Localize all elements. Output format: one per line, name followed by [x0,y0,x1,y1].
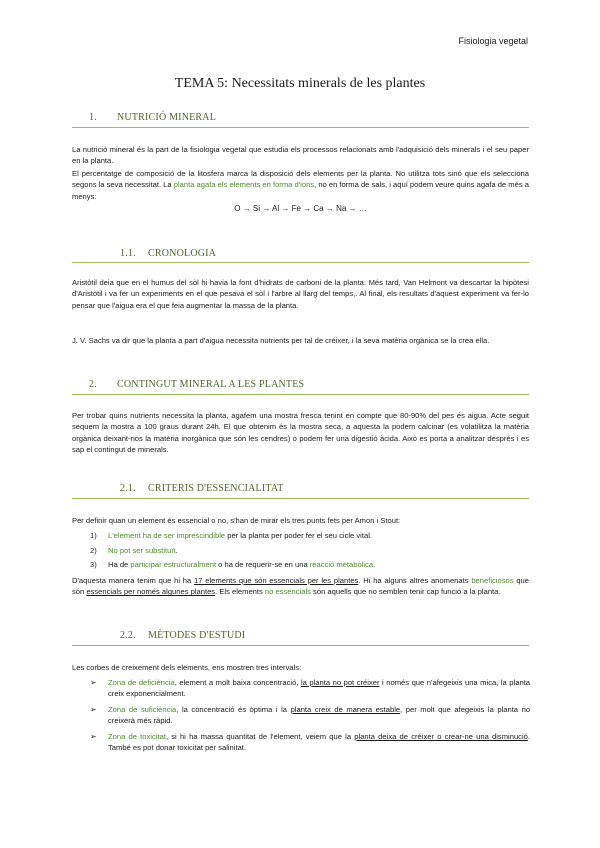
section-title: CRONOLOGIA [148,248,217,259]
highlight-text: beneficiosos [471,576,514,585]
section-title: MÈTODES D'ESTUDI [148,630,246,641]
section-title: CRITERIS D'ESSENCIALITAT [148,483,284,494]
highlight-text: Zona de toxicitat [108,732,166,741]
underlined-text: planta creix de manera estable [290,705,401,714]
section-divider [72,262,529,263]
running-header: Fisiologia vegetal [458,36,528,46]
highlight-text: No pot ser substituït [108,546,176,555]
section-number: 2.2. [120,630,136,641]
list-text [108,731,530,754]
underlined-text: essencials per només algunes plantes [86,587,216,597]
list-text [108,677,530,700]
section-title: CONTINGUT MINERAL A LES PLANTES [117,379,305,390]
paragraph-text: D'aquesta manera tenim que hi ha [72,576,195,585]
section-heading-2-1 [120,483,284,494]
paragraph-text: . Hi ha alguns altres anomenats [358,576,472,585]
highlight-text: L'element ha de ser imprescindible [108,531,226,540]
list-text-part: , per molt que afegeixis la planta no creixerà més ràpid. [108,705,531,726]
highlight-text: no essencials [264,587,311,597]
paragraph: Les corbes de creixement dels elements, ens mostren tres intervals: [72,663,302,672]
paragraph-text: El percentatge de composició de la litosfera marca la disposició dels elements per la planta. No utilitza tots sinó que els selecciona segons la seva necessitat. La [72,169,529,190]
paragraph [72,144,529,167]
section-divider [72,127,529,128]
highlight-text: Zona de suficiència [108,705,177,714]
paragraph-text: , no en forma de sals, i aquí podem veure quins agafa de més a menys: [72,180,529,201]
list-text-rest: . [175,546,178,555]
underlined-text: la planta no pot créixer [300,678,380,687]
list-text-pre: Ha de [108,560,131,569]
paragraph-text: que són [72,576,529,597]
list-text-rest: per la planta per poder fer el seu cicle vital. [225,531,373,540]
section-heading-1-1 [120,248,216,259]
section-heading-1 [89,112,216,123]
document-title: TEMA 5: Necessitats minerals de les plantes [174,76,426,91]
section-divider [72,645,529,646]
underlined-text: planta deixa de créixer o crear-ne una disminució [354,732,528,741]
list-marker: 1) [90,531,97,540]
paragraph-text: són aquells que no semblen tenir cap funció a la planta. [310,587,501,597]
list-text [108,559,530,570]
highlight-text: planta agafa els elements en forma d'ions [173,180,315,190]
section-number: 2. [89,379,97,390]
list-text-part: , element a molt baixa concentració, [174,678,301,687]
list-marker: 2) [90,546,97,555]
paragraph: Per trobar quins nutrients necessita la planta, agafem una mostra fresca tenint en compte que 80-90% del pes és aigua. Acte seguit sequem la mostra a 100 graus durant 24h. El que obtenim és la mostra seca, a aquesta la podem calcinar (es volatilitza la matèria orgànica deixant-nos la matèria inorgànica que són les cendres) o podem fer una digestió àcida. Això es porta a analitzar després i es sap el contingut de minerals. [72,411,529,455]
list-text [108,545,530,556]
section-divider [72,498,529,499]
list-text-mid: o ha de requerir-se en una [216,560,310,569]
list-text [108,530,530,541]
paragraph [72,168,529,202]
list-text-part: , si hi ha massa quantitat de l'element, veiem que la [165,732,355,741]
element-formula: O → Si → Al → Fe → Ca → Na → … [234,204,367,213]
highlight-text: Zona de deficiència [108,678,175,687]
section-divider [72,394,529,395]
paragraph: Per definir quan un element és essencial o no, s'han de mirar els tres punts fets per Amon i Stout: [72,516,401,525]
paragraph: Aristòtil deia que en el humus del sòl hi havia la font d'hidrats de carboni de la planta. Més tard, Van Helmont va descartar la hipòtesi d'Aristòtil i va fer un experiments en el que pesava el sòl i l'arbre al llarg del temps,. Al final, els resultats d'aquest experiment va fer-lo pensar que l'aigua era el que feia augmentar la massa de la planta. [72,278,529,310]
bullet-arrow-icon: ➢ [90,678,97,687]
highlight-text: reacció metabòlica [309,560,374,569]
highlight-text: participar estructuralment [130,560,217,569]
list-text-part: i només que n'afegeixis una mica, la planta creix exponencialment. [108,678,530,699]
section-number: 1. [89,112,97,123]
bullet-arrow-icon: ➢ [90,732,97,741]
list-text-part: . També es pot donar toxicitat per salinitat. [108,732,531,753]
underlined-text: 17 elements que són essencials per les plantes [194,576,359,585]
section-heading-2 [89,379,304,390]
list-text [108,704,530,727]
list-text-rest: . [373,560,376,569]
section-number: 1.1. [120,248,136,259]
paragraph: J. V. Sachs va dir que la planta a part d'aigua necessita nutrients per tal de créixer, i la seva matèria orgànica se la crea ella. [72,336,490,345]
section-title: NUTRICIÓ MINERAL [117,112,217,123]
list-marker: 3) [90,560,97,569]
bullet-arrow-icon: ➢ [90,705,97,714]
section-number: 2.1. [120,483,136,494]
paragraph-text: La nutrició mineral és la part de la fisiologia vegetal que estudia els processos relacionats amb l'adquisició dels minerals i el seu paper en la planta. [72,145,529,166]
paragraph [72,575,529,598]
list-text-part: , la concentració és òptima i la [176,705,291,714]
paragraph-text: . Els elements [215,587,265,597]
section-heading-2-2 [120,630,245,641]
